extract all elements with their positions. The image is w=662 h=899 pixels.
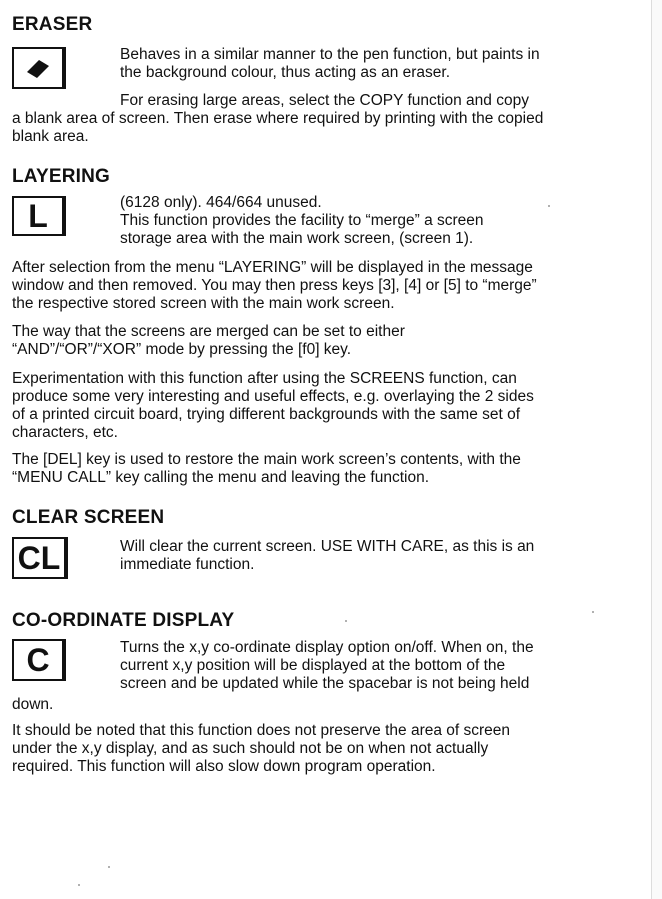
- layering-icon-letter: L: [28, 198, 48, 234]
- layering-selection-text: After selection from the menu “LAYERING” will be displayed in the message window and then removed. You may then press keys [3], [4] or [5] to “merge” the respective stored screen with the main work screen.: [12, 259, 537, 312]
- eraser-large-areas-text: For erasing large areas, select the COPY function and copy: [120, 92, 529, 109]
- scan-speck: [345, 620, 347, 622]
- eraser-description: Behaves in a similar manner to the pen function, but paints in the background colour, thus acting as an eraser.: [120, 46, 540, 81]
- layering-experimentation-text: Experimentation with this function after using the SCREENS function, can produce some very interesting and useful effects, e.g. overlaying the 2 sides of a printed circuit board, trying different backgrounds with the same set of characters, etc.: [12, 370, 534, 441]
- coordinate-display-description-end: down.: [12, 696, 54, 713]
- clear-screen-description: Will clear the current screen. USE WITH CARE, as this is an immediate function.: [120, 538, 535, 573]
- eraser-icon: [23, 56, 53, 80]
- scan-speck: [78, 884, 80, 886]
- clear-screen-icon-letters: CL: [17, 540, 61, 576]
- coordinate-display-description: Turns the x,y co-ordinate display option on/off. When on, the current x,y position will be displayed at the bottom of the screen and be updated while the spacebar is not being held: [120, 639, 534, 692]
- layering-icon-box: [12, 196, 66, 236]
- clear-screen-icon-box: [12, 537, 68, 579]
- scan-speck: [592, 611, 594, 613]
- layering-del-key-text: The [DEL] key is used to restore the main work screen’s contents, with the “MENU CALL” key calling the menu and leaving the function.: [12, 451, 521, 486]
- scan-speck: [548, 205, 550, 207]
- layering-description: (6128 only). 464/664 unused. This function provides the facility to “merge” a screen storage area with the main work screen, (screen 1).: [120, 194, 484, 247]
- eraser-icon-box: [12, 47, 66, 89]
- eraser-heading: ERASER: [12, 14, 93, 35]
- scan-speck: [108, 866, 110, 868]
- clear-screen-heading: CLEAR SCREEN: [12, 507, 165, 528]
- coordinate-display-icon-box: [12, 639, 66, 681]
- coordinate-display-heading: CO-ORDINATE DISPLAY: [12, 610, 235, 631]
- eraser-large-areas-continued: a blank area of screen. Then erase where required by printing with the copied blank area.: [12, 110, 544, 145]
- layering-merge-mode-text: The way that the screens are merged can be set to either “AND”/“OR”/“XOR” mode by pressing the [f0] key.: [12, 323, 405, 358]
- coordinate-display-icon-letter: C: [26, 642, 50, 678]
- page-edge: [651, 0, 662, 899]
- layering-heading: LAYERING: [12, 166, 111, 187]
- coordinate-display-note: It should be noted that this function does not preserve the area of screen under the x,y display, and as such should not be on when not actually required. This function will also slow down program operation.: [12, 722, 511, 775]
